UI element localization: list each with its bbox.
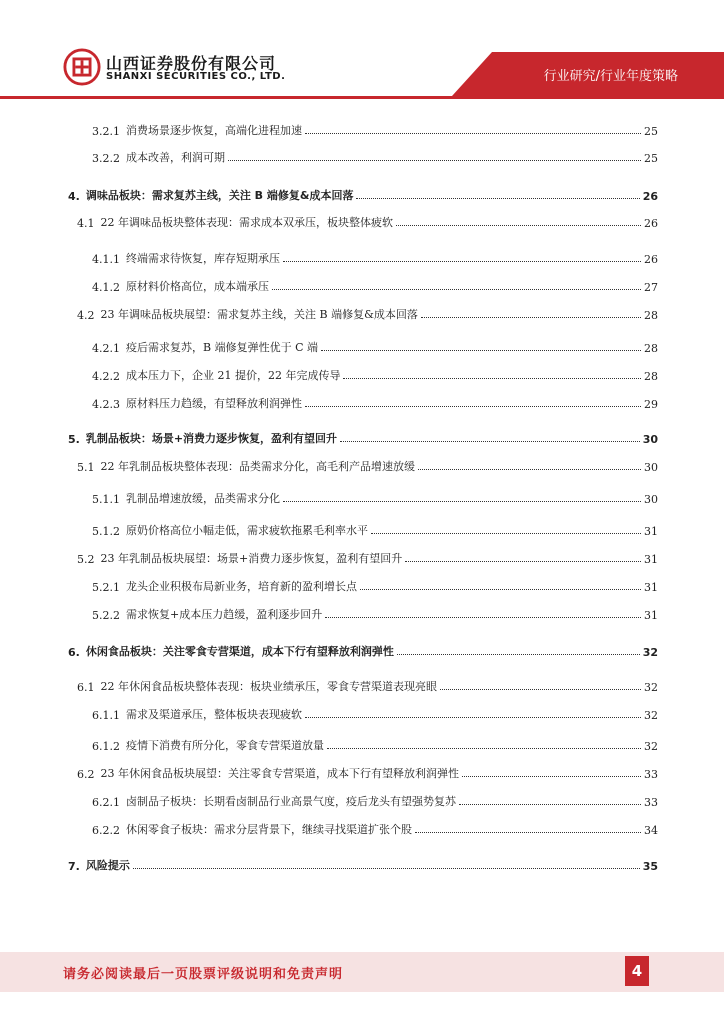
toc-entry-number: 5.2.1 — [92, 581, 120, 594]
toc-leader-dots — [283, 260, 641, 262]
toc-entry[interactable] — [92, 337, 658, 355]
toc-entry[interactable] — [92, 147, 658, 165]
company-name-cn: 山西证券股份有限公司 — [106, 54, 277, 73]
toc-entry[interactable] — [92, 704, 658, 722]
toc-entry-page: 30 — [642, 433, 658, 446]
toc-leader-dots — [356, 197, 639, 199]
toc-entry-page: 32 — [644, 740, 658, 753]
toc-entry-title: 龙头企业积极布局新业务，培育新的盈利增长点 — [126, 580, 357, 593]
toc-leader-dots — [305, 716, 641, 718]
toc-entry-title: 22 年调味品板块整体表现：需求成本双承压，板块整体疲软 — [100, 216, 393, 229]
toc-entry-number: 4. — [68, 190, 80, 203]
toc-entry-number: 6.2.2 — [92, 824, 120, 837]
toc-entry-title: 22 年休闲食品板块整体表现：板块业绩承压，零食专营渠道表现亮眼 — [100, 680, 437, 693]
company-name-en: SHANXI SECURITIES CO., LTD. — [106, 71, 286, 82]
shanxi-securities-logo-icon — [63, 48, 101, 86]
toc-entry-number: 4.2.3 — [92, 398, 120, 411]
toc-entry-title: 风险提示 — [85, 859, 130, 872]
toc-leader-dots — [371, 532, 641, 534]
toc-entry-number: 5. — [68, 433, 80, 446]
toc-entry-number: 3.2.1 — [92, 125, 120, 138]
toc-entry[interactable] — [68, 641, 658, 659]
toc-entry[interactable] — [92, 791, 658, 809]
toc-entry-title: 疫后需求复苏，B 端修复弹性优于 C 端 — [126, 341, 318, 354]
toc-entry-page: 26 — [644, 217, 658, 230]
toc-entry-title: 23 年休闲食品板块展望：关注零食专营渠道，成本下行有望释放利润弹性 — [100, 767, 459, 780]
toc-entry[interactable] — [92, 576, 658, 594]
toc-entry-page: 35 — [642, 860, 658, 873]
toc-entry-page: 32 — [644, 709, 658, 722]
toc-entry[interactable] — [92, 248, 658, 266]
toc-entry-number: 4.2 — [77, 309, 95, 322]
toc-leader-dots — [397, 653, 640, 655]
toc-leader-dots — [228, 159, 641, 161]
toc-entry-number: 4.1.2 — [92, 281, 120, 294]
toc-entry-title: 休闲食品板块：关注零食专营渠道，成本下行有望释放利润弹性 — [85, 645, 394, 658]
toc-entry-page: 31 — [644, 581, 658, 594]
toc-leader-dots — [283, 500, 641, 502]
toc-entry[interactable] — [68, 185, 658, 203]
toc-leader-dots — [321, 349, 641, 351]
toc-leader-dots — [272, 288, 641, 290]
toc-entry-number: 5.1.2 — [92, 525, 120, 538]
toc-entry-number: 4.1 — [77, 217, 95, 230]
toc-leader-dots — [421, 316, 641, 318]
header-divider — [0, 96, 724, 99]
toc-entry-title: 原材料压力趋缓，有望释放利润弹性 — [126, 397, 302, 410]
toc-entry-number: 3.2.2 — [92, 152, 120, 165]
toc-entry-number: 6.1 — [77, 681, 95, 694]
toc-leader-dots — [327, 747, 641, 749]
toc-entry[interactable] — [68, 428, 658, 446]
toc-entry[interactable] — [92, 735, 658, 753]
toc-entry-title: 23 年调味品板块展望：需求复苏主线，关注 B 端修复&成本回落 — [100, 308, 418, 321]
toc-entry[interactable] — [92, 393, 658, 411]
toc-entry[interactable] — [92, 120, 658, 138]
page-number: 4 — [625, 956, 649, 986]
toc-entry-page: 33 — [644, 796, 658, 809]
toc-entry[interactable] — [77, 212, 658, 230]
report-type-label: 行业研究/行业年度策略 — [543, 69, 678, 84]
toc-entry-number: 5.2 — [77, 553, 95, 566]
toc-entry-page: 34 — [644, 824, 658, 837]
toc-entry-title: 成本改善，利润可期 — [126, 151, 225, 164]
toc-entry-title: 休闲零食子板块：需求分层背景下，继续寻找渠道扩张个股 — [126, 823, 412, 836]
toc-entry[interactable] — [92, 365, 658, 383]
toc-entry-page: 32 — [642, 646, 658, 659]
toc-entry-number: 4.1.1 — [92, 253, 120, 266]
page-header — [0, 0, 724, 100]
toc-entry[interactable] — [68, 855, 658, 873]
toc-leader-dots — [340, 440, 640, 442]
toc-leader-dots — [462, 775, 641, 777]
toc-leader-dots — [343, 377, 641, 379]
toc-entry[interactable] — [92, 604, 658, 622]
toc-entry-title: 需求及渠道承压，整体板块表现疲软 — [126, 708, 302, 721]
toc-entry-title: 需求恢复+成本压力趋缓，盈利逐步回升 — [126, 608, 323, 621]
toc-entry-title: 乳制品板块：场景+消费力逐步恢复，盈利有望回升 — [85, 432, 338, 445]
toc-entry-number: 5.2.2 — [92, 609, 120, 622]
toc-leader-dots — [325, 616, 641, 618]
toc-entry-title: 乳制品增速放缓，品类需求分化 — [126, 492, 280, 505]
toc-entry-title: 成本压力下，企业 21 提价，22 年完成传导 — [126, 369, 341, 382]
toc-entry-title: 22 年乳制品板块整体表现：品类需求分化，高毛利产品增速放缓 — [100, 460, 415, 473]
toc-entry[interactable] — [92, 488, 658, 506]
toc-leader-dots — [415, 831, 641, 833]
toc-entry-page: 25 — [644, 125, 658, 138]
toc-entry-number: 4.2.1 — [92, 342, 120, 355]
toc-entry-title: 消费场景逐步恢复，高端化进程加速 — [126, 124, 302, 137]
toc-entry-number: 6.2.1 — [92, 796, 120, 809]
toc-entry[interactable] — [92, 520, 658, 538]
toc-leader-dots — [305, 405, 641, 407]
toc-entry-page: 33 — [644, 768, 658, 781]
toc-entry-title: 调味品板块：需求复苏主线，关注 B 端修复&成本回落 — [85, 189, 354, 202]
disclaimer-notice: 请务必阅读最后一页股票评级说明和免责声明 — [63, 967, 344, 982]
toc-entry-number: 5.1.1 — [92, 493, 120, 506]
toc-entry-page: 26 — [642, 190, 658, 203]
toc-entry[interactable] — [77, 456, 658, 474]
toc-entry-page: 28 — [644, 370, 658, 383]
toc-leader-dots — [360, 588, 641, 590]
toc-entry[interactable] — [77, 304, 658, 322]
toc-entry[interactable] — [77, 763, 658, 781]
toc-entry-number: 6. — [68, 646, 80, 659]
toc-entry-number: 4.2.2 — [92, 370, 120, 383]
toc-entry-number: 7. — [68, 860, 80, 873]
toc-leader-dots — [305, 132, 641, 134]
toc-entry-title: 23 年乳制品板块展望：场景+消费力逐步恢复，盈利有望回升 — [100, 552, 403, 565]
toc-entry-title: 卤制品子板块：长期看卤制品行业高景气度，疫后龙头有望强势复苏 — [126, 795, 456, 808]
toc-leader-dots — [459, 803, 641, 805]
toc-leader-dots — [133, 867, 640, 869]
toc-leader-dots — [418, 468, 641, 470]
toc-entry-title: 原材料价格高位，成本端承压 — [126, 280, 269, 293]
toc-entry-page: 31 — [644, 525, 658, 538]
toc-entry-page: 27 — [644, 281, 658, 294]
toc-entry-page: 28 — [644, 342, 658, 355]
toc-entry[interactable] — [92, 276, 658, 294]
toc-entry-page: 31 — [644, 609, 658, 622]
toc-entry-number: 6.2 — [77, 768, 95, 781]
toc-entry-page: 32 — [644, 681, 658, 694]
toc-entry-page: 30 — [644, 461, 658, 474]
toc-entry-page: 31 — [644, 553, 658, 566]
toc-entry-number: 6.1.2 — [92, 740, 120, 753]
toc-entry-title: 原奶价格高位小幅走低，需求疲软拖累毛利率水平 — [126, 524, 368, 537]
toc-entry-page: 30 — [644, 493, 658, 506]
toc-entry-title: 终端需求待恢复，库存短期承压 — [126, 252, 280, 265]
toc-entry[interactable] — [92, 819, 658, 837]
toc-leader-dots — [440, 688, 641, 690]
toc-entry-page: 25 — [644, 152, 658, 165]
toc-entry-page: 29 — [644, 398, 658, 411]
toc-leader-dots — [396, 224, 641, 226]
toc-entry-number: 5.1 — [77, 461, 95, 474]
toc-entry-title: 疫情下消费有所分化，零食专营渠道放量 — [126, 739, 324, 752]
toc-entry-page: 26 — [644, 253, 658, 266]
toc-entry[interactable] — [77, 676, 658, 694]
toc-entry[interactable] — [77, 548, 658, 566]
toc-entry-number: 6.1.1 — [92, 709, 120, 722]
toc-entry-page: 28 — [644, 309, 658, 322]
toc-leader-dots — [405, 560, 641, 562]
